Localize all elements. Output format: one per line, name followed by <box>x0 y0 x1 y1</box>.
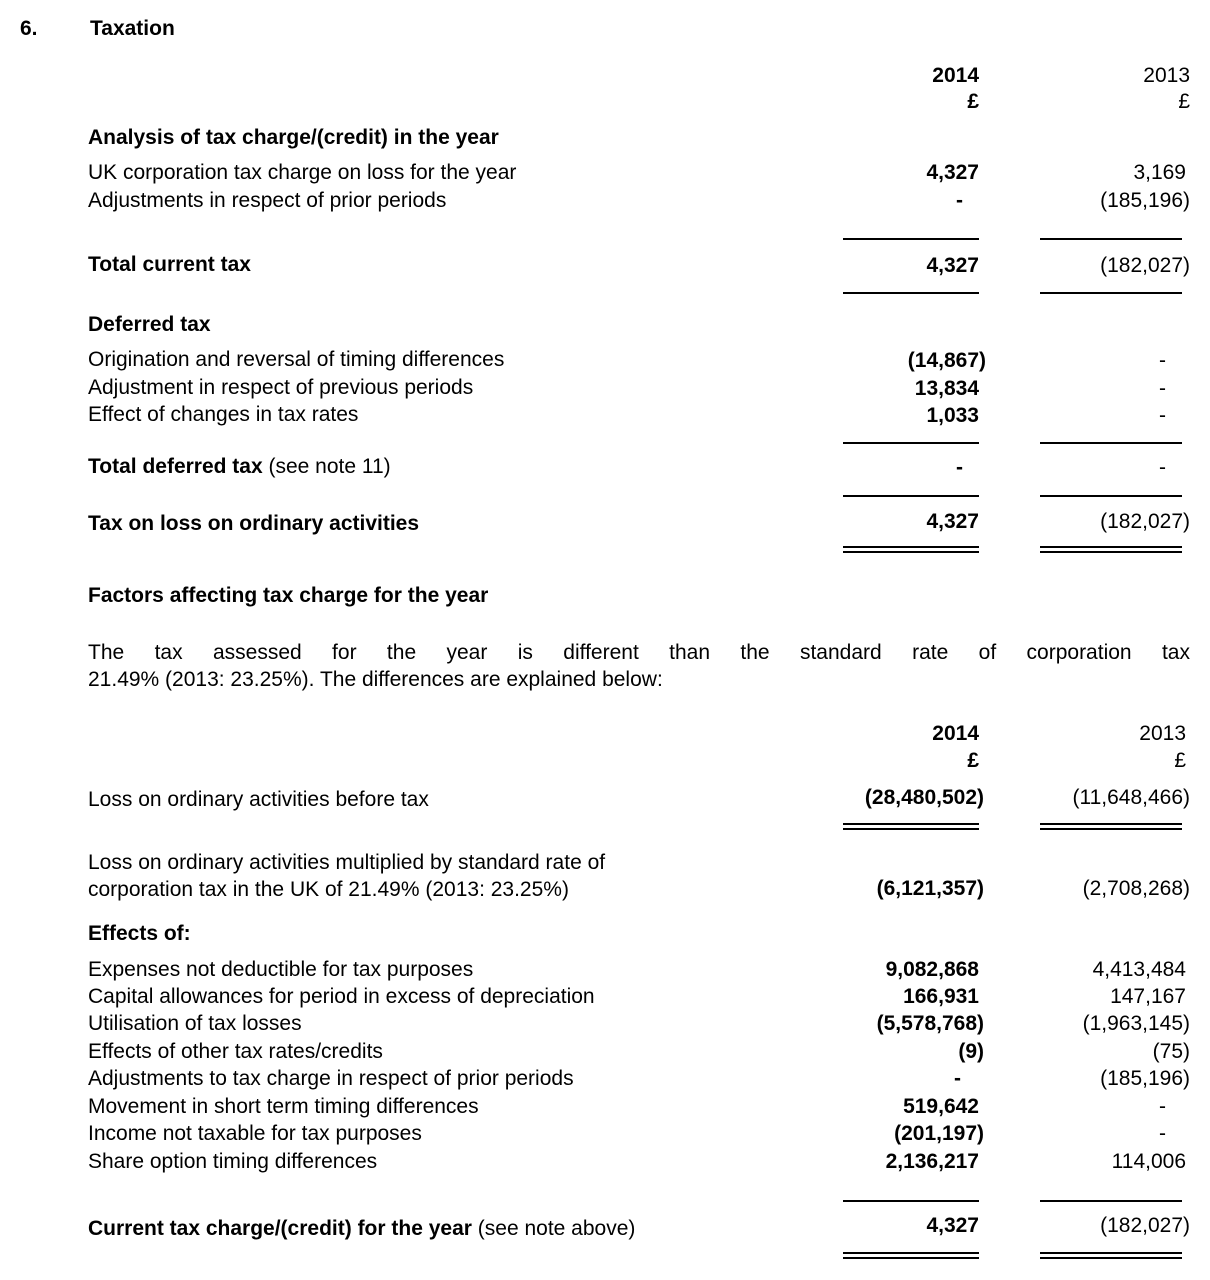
value-2014: (14,867) <box>907 349 986 372</box>
total-rule-2013 <box>1040 292 1182 294</box>
value-2013: - <box>1159 349 1166 372</box>
value-2013: (75) <box>1152 1040 1190 1063</box>
subtotal-rule-2014 <box>843 1200 979 1202</box>
row-label: Tax on loss on ordinary activities <box>88 512 420 535</box>
row-label: Expenses not deductible for tax purposes <box>88 958 474 981</box>
row-label: Adjustments in respect of prior periods <box>88 189 447 212</box>
value-2014: (9) <box>958 1040 984 1063</box>
value-2014: 13,834 <box>914 377 979 400</box>
value-2014: (201,197) <box>894 1122 984 1145</box>
column-currency-2013: £ <box>1178 90 1190 113</box>
value-2014: - <box>956 456 963 479</box>
explanatory-paragraph <box>88 639 1190 693</box>
value-2014: (28,480,502) <box>864 786 984 809</box>
column-year-2014: 2014 <box>932 64 979 87</box>
value-2013: - <box>1159 1122 1166 1145</box>
paragraph-line-1: The tax assessed for the year is different than the standard rate of corporation tax <box>88 641 1190 664</box>
subtotal-rule-2014 <box>843 442 979 444</box>
value-2013: 114,006 <box>1111 1150 1186 1173</box>
subtotal-rule-2013 <box>1040 495 1182 497</box>
value-2013: - <box>1159 377 1166 400</box>
value-2014: 9,082,868 <box>885 958 979 981</box>
value-2013: (1,963,145) <box>1082 1012 1190 1035</box>
subtotal-rule-2014 <box>843 495 979 497</box>
analysis-heading: Analysis of tax charge/(credit) in the year <box>88 126 499 149</box>
value-2014: 4,327 <box>926 1214 979 1237</box>
double-rule-2013 <box>1040 1252 1182 1259</box>
column-currency-2014: £ <box>967 749 979 772</box>
value-2013: (11,648,466) <box>1072 786 1190 809</box>
double-rule-2013 <box>1040 546 1182 553</box>
value-2013: - <box>1159 456 1166 479</box>
double-rule-2014 <box>843 546 979 553</box>
subtotal-rule-2013 <box>1040 1200 1182 1202</box>
row-label: Current tax charge/(credit) for the year <box>88 1217 472 1240</box>
row-label: UK corporation tax charge on loss for the year <box>88 161 517 184</box>
value-2014: 1,033 <box>926 404 979 427</box>
value-2014: (6,121,357) <box>876 877 984 900</box>
row-label-line-1: Loss on ordinary activities multiplied by standard rate of <box>88 851 606 874</box>
paragraph-line-2: 21.49% (2013: 23.25%). The differences are explained below: <box>88 668 663 691</box>
subtotal-rule-2013 <box>1040 238 1182 240</box>
value-2013: - <box>1159 404 1166 427</box>
column-currency-2014: £ <box>967 90 979 113</box>
column-year-2014: 2014 <box>932 722 979 745</box>
value-2014: (5,578,768) <box>876 1012 984 1035</box>
value-2014: 519,642 <box>903 1095 979 1118</box>
subtotal-rule-2014 <box>843 238 979 240</box>
row-label: Capital allowances for period in excess of depreciation <box>88 985 595 1008</box>
row-label: Loss on ordinary activities before tax <box>88 788 429 811</box>
value-2014: 4,327 <box>926 510 979 533</box>
factors-heading: Factors affecting tax charge for the year <box>88 584 489 607</box>
double-rule-2014 <box>843 1252 979 1259</box>
row-label: Share option timing differences <box>88 1150 378 1173</box>
row-label: Income not taxable for tax purposes <box>88 1122 422 1145</box>
value-2014: 4,327 <box>926 161 979 184</box>
row-label-line-2: corporation tax in the UK of 21.49% (2013: 23.25%) <box>88 878 569 901</box>
note-number: 6. <box>20 17 38 40</box>
note-title: Taxation <box>90 17 175 40</box>
effects-heading: Effects of: <box>88 922 191 945</box>
row-label: Movement in short term timing differences <box>88 1095 479 1118</box>
row-label: Adjustments to tax charge in respect of prior periods <box>88 1067 574 1090</box>
value-2014: - <box>956 189 963 212</box>
value-2013: (182,027) <box>1100 1214 1190 1237</box>
value-2013: (185,196) <box>1100 1067 1190 1090</box>
row-label: Total deferred tax <box>88 455 263 478</box>
row-label: Effects of other tax rates/credits <box>88 1040 383 1063</box>
subtotal-rule-2013 <box>1040 442 1182 444</box>
row-label: Utilisation of tax losses <box>88 1012 302 1035</box>
value-2013: 3,169 <box>1133 161 1186 184</box>
value-2014: - <box>954 1067 961 1090</box>
row-label: Adjustment in respect of previous periods <box>88 376 474 399</box>
value-2013: - <box>1159 1095 1166 1118</box>
note-reference: (see note 11) <box>262 455 391 478</box>
value-2014: 2,136,217 <box>885 1150 979 1173</box>
deferred-tax-heading: Deferred tax <box>88 313 211 336</box>
total-rule-2014 <box>843 292 979 294</box>
value-2013: (182,027) <box>1100 254 1190 277</box>
value-2013: (185,196) <box>1100 189 1190 212</box>
double-rule-2014 <box>843 823 979 830</box>
value-2013: 147,167 <box>1110 985 1186 1008</box>
double-rule-2013 <box>1040 823 1182 830</box>
row-label: Total current tax <box>88 253 251 276</box>
row-label: Origination and reversal of timing differences <box>88 348 505 371</box>
column-currency-2013: £ <box>1174 749 1186 772</box>
value-2013: (182,027) <box>1100 510 1190 533</box>
value-2013: (2,708,268) <box>1082 877 1190 900</box>
column-year-2013: 2013 <box>1143 64 1190 87</box>
value-2014: 4,327 <box>926 254 979 277</box>
note-reference: (see note above) <box>471 1217 636 1240</box>
column-year-2013: 2013 <box>1139 722 1186 745</box>
value-2013: 4,413,484 <box>1092 958 1186 981</box>
row-label: Effect of changes in tax rates <box>88 403 359 426</box>
value-2014: 166,931 <box>903 985 979 1008</box>
